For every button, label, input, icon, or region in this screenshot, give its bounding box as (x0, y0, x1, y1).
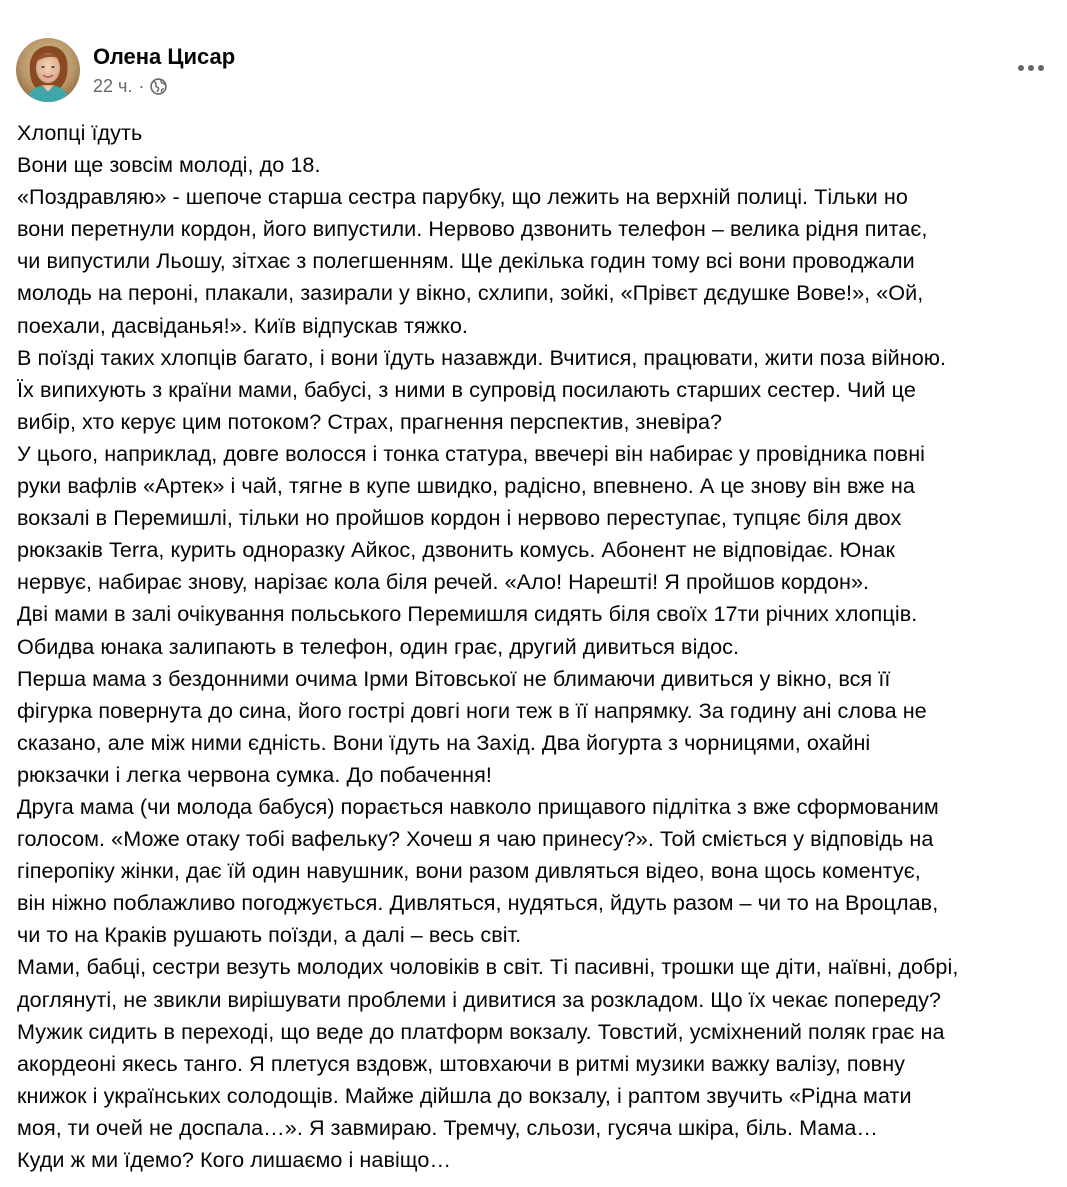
post-text-line: «Поздравляю» - шепоче старша сестра парубку, що лежить на верхній полиці. Тільки но (17, 184, 908, 210)
post-body-text (17, 117, 1057, 1176)
post-text-line: чи випустили Льошу, зітхає з полегшенням. Ще декілька годин тому всі вони проводжали (17, 248, 915, 274)
post-text-line: голосом. «Може отаку тобі вафельку? Хочеш я чаю принесу?». Той сміється у відповідь на (17, 826, 934, 852)
post-text-line: Куди ж ми їдемо? Кого лишаємо і навіщо… (17, 1147, 452, 1172)
author-block (93, 43, 235, 97)
post-text-line: чи то на Краків рушають поїзди, а далі – весь світ. (17, 922, 522, 948)
post-text-line: руки вафлів «Артек» і чай, тягне в купе швидко, радісно, впевнено. А це знову він вже на (17, 473, 915, 499)
post-text-line: вони перетнули кордон, його випустили. Нервово дзвонить телефон – велика рідня питає, (17, 216, 928, 242)
post-text-line: Хлопці їдуть (17, 120, 143, 145)
post-text-line: акордеоні якесь танго. Я плетуся вздовж, штовхаючи в ритмі музики важку валізу, повну (17, 1050, 906, 1076)
post-text-line: Їх випихують з країни мами, бабусі, з ними в супровід посилають старших сестер. Чий це (17, 376, 916, 402)
post-text-line: Друга мама (чи молода бабуся) порається навколо прищавого підлітка з вже сформованим (17, 793, 939, 819)
post-timestamp[interactable]: 22 ч. (93, 76, 133, 96)
post-text-line: У цього, наприклад, довге волосся і тонка статура, ввечері він набирає у провідника повні (17, 440, 926, 466)
post-text-line: вибір, хто керує цим потоком? Страх, прагнення перспектив, зневіра? (17, 408, 723, 434)
post-text-line: він ніжно поблажливо погоджується. Дивляться, нудяться, йдуть разом – чи то на Вроцлав, (17, 890, 939, 916)
author-avatar[interactable] (16, 38, 80, 102)
post-text-line: Дві мами в залі очікування польського Перемишля сидять біля своїх 17ти річних хлопців. (17, 601, 918, 627)
post-text-line: молодь на пероні, плакали, зазирали у вікно, схлипи, зойкі, «Прівєт дєдушке Вове!», «Ой, (17, 280, 924, 306)
post-text-line: Мами, бабці, сестри везуть молодих чоловіків в світ. Ті пасивні, трошки ще діти, наївні, добрі, (17, 954, 959, 980)
meta-separator: · (138, 76, 145, 96)
post-text-line: нервує, набирає знову, нарізає кола біля речей. «Ало! Нарешті! Я пройшов кордон». (17, 569, 870, 595)
post-text-line: моя, ти очей не доспала…». Я завмираю. Тремчу, сльози, гусяча шкіра, біль. Мама… (17, 1114, 879, 1140)
post-text-line: Мужик сидить в переході, що веде до платформ вокзалу. Товстий, усміхнений поляк грає на (17, 1018, 945, 1044)
post-text-line: фігурка повернута до сина, його гострі довгі ноги теж в її напрямку. За годину ані слова не (17, 697, 927, 723)
post-text-line: Обидва юнака залипають в телефон, один грає, другий дивиться відос. (17, 633, 740, 659)
post-text-line: доглянуті, не звикли вирішувати проблеми і дивитися за розкладом. Що їх чекає попереду? (17, 986, 941, 1012)
post-text-line: В поїзді таких хлопців багато, і вони їдуть назавжди. Вчитися, працювати, жити поза війною. (17, 344, 947, 370)
post-text-line: сказано, але між ними єдність. Вони їдуть на Захід. Два йогурта з чорницями, охайні (17, 729, 871, 755)
post-text-line: книжок і українських солодощів. Майже дійшла до вокзалу, і раптом звучить «Рідна мати (17, 1082, 912, 1108)
post-text-line: Перша мама з бездонними очима Ірми Вітовської не блимаючи дивиться у вікно, вся її (17, 665, 891, 691)
avatar-photo (16, 38, 80, 102)
globe-icon[interactable] (150, 78, 167, 95)
more-horizontal-icon (1017, 64, 1045, 72)
author-name-link[interactable]: Олена Цисар (93, 44, 236, 69)
post-text-line: Вони ще зовсім молоді, до 18. (17, 152, 321, 178)
post-text-line: вокзалі в Перемишлі, тільки но пройшов кордон і нервово переступає, тупцяє біля двох (17, 505, 902, 531)
post-text-line: гіперопіку жінки, дає їй один навушник, вони разом дивляться відео, вона щось коментує, (17, 858, 921, 884)
post-text-line: рюкзачки і легка червона сумка. До побачення! (17, 761, 492, 787)
post-text-line: рюкзаків Terra, курить одноразку Айкос, дзвонить комусь. Абонент не відповідає. Юнак (17, 537, 895, 563)
post-text-line: поехали, дасвіданья!». Київ відпускав тяжко. (17, 312, 468, 338)
post-header (16, 36, 235, 104)
post-meta (93, 75, 235, 97)
more-options-button[interactable] (1011, 50, 1051, 86)
